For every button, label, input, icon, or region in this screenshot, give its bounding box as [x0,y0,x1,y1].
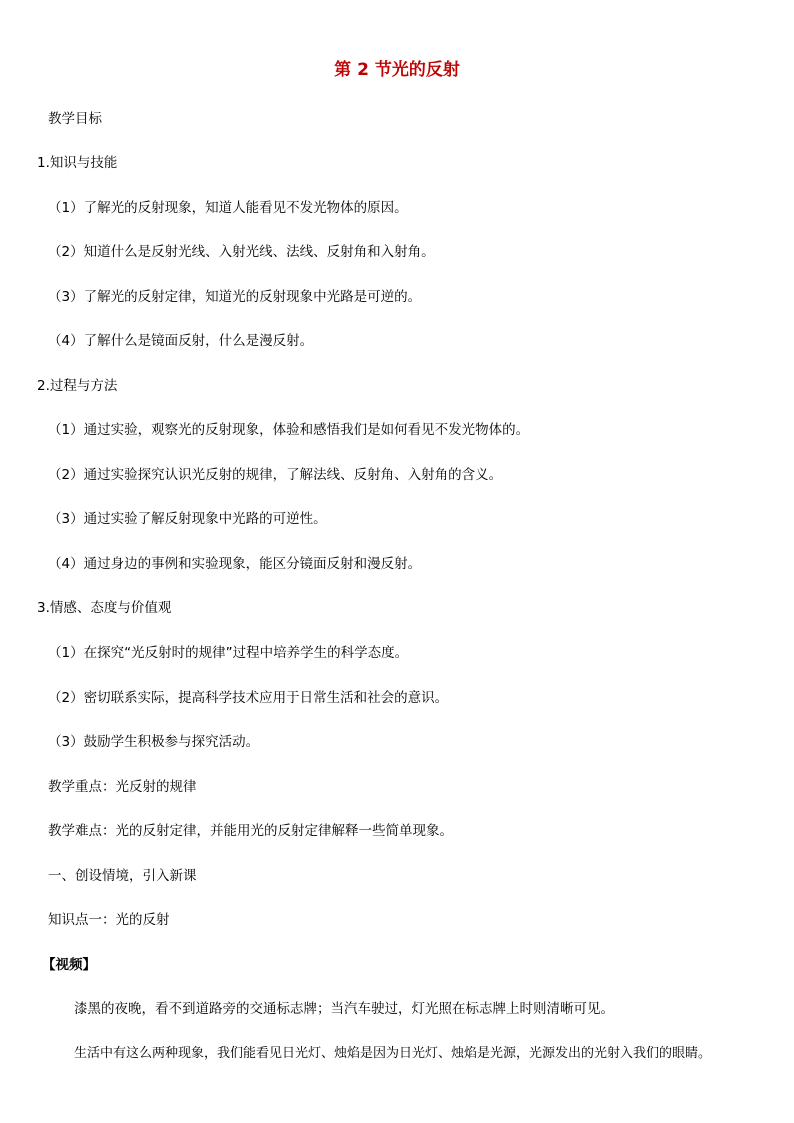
subheading-knowledge-skills: 1.知识与技能 [37,155,118,171]
list-item: （1）通过实验，观察光的反射现象，体验和感悟我们是如何看见不发光物体的。 [48,422,530,438]
page-title: 第 2 节光的反射 [334,60,460,80]
knowledge-point-heading: 知识点一：光的反射 [48,912,170,928]
section-heading-intro: 一、创设情境，引入新课 [48,868,197,884]
list-item: （1）在探究“光反射时的规律”过程中培养学生的科学态度。 [48,645,409,661]
list-item: （1）了解光的反射现象，知道人能看见不发光物体的原因。 [48,200,408,216]
paragraph: 生活中有这么两种现象，我们能看见日光灯、烛焰是因为日光灯、烛焰是光源，光源发出的光射入我们的眼睛。 [74,1046,712,1061]
paragraph: 漆黑的夜晚，看不到道路旁的交通标志牌；当汽车驶过，灯光照在标志牌上时则清晰可见。 [74,1001,614,1017]
list-item: （4）通过身边的事例和实验现象，能区分镜面反射和漫反射。 [48,556,422,572]
subheading-attitude-values: 3.情感、态度与价值观 [37,600,172,616]
list-item: （3）通过实验了解反射现象中光路的可逆性。 [48,511,327,527]
list-item: （2）知道什么是反射光线、入射光线、法线、反射角和入射角。 [48,244,435,260]
list-item: （3）了解光的反射定律，知道光的反射现象中光路是可逆的。 [48,289,422,305]
section-heading-objectives: 教学目标 [48,111,102,127]
list-item: （2）密切联系实际，提高科学技术应用于日常生活和社会的意识。 [48,690,449,706]
list-item: （4）了解什么是镜面反射，什么是漫反射。 [48,333,314,349]
list-item: （2）通过实验探究认识光反射的规律，了解法线、反射角、入射角的含义。 [48,467,503,483]
video-label: 【视频】 [42,957,96,973]
list-item: （3）鼓励学生积极参与探究活动。 [48,734,260,750]
teaching-difficulty: 教学难点：光的反射定律，并能用光的反射定律解释一些简单现象。 [48,823,453,839]
teaching-focus: 教学重点：光反射的规律 [48,779,197,795]
subheading-process-method: 2.过程与方法 [37,378,118,394]
